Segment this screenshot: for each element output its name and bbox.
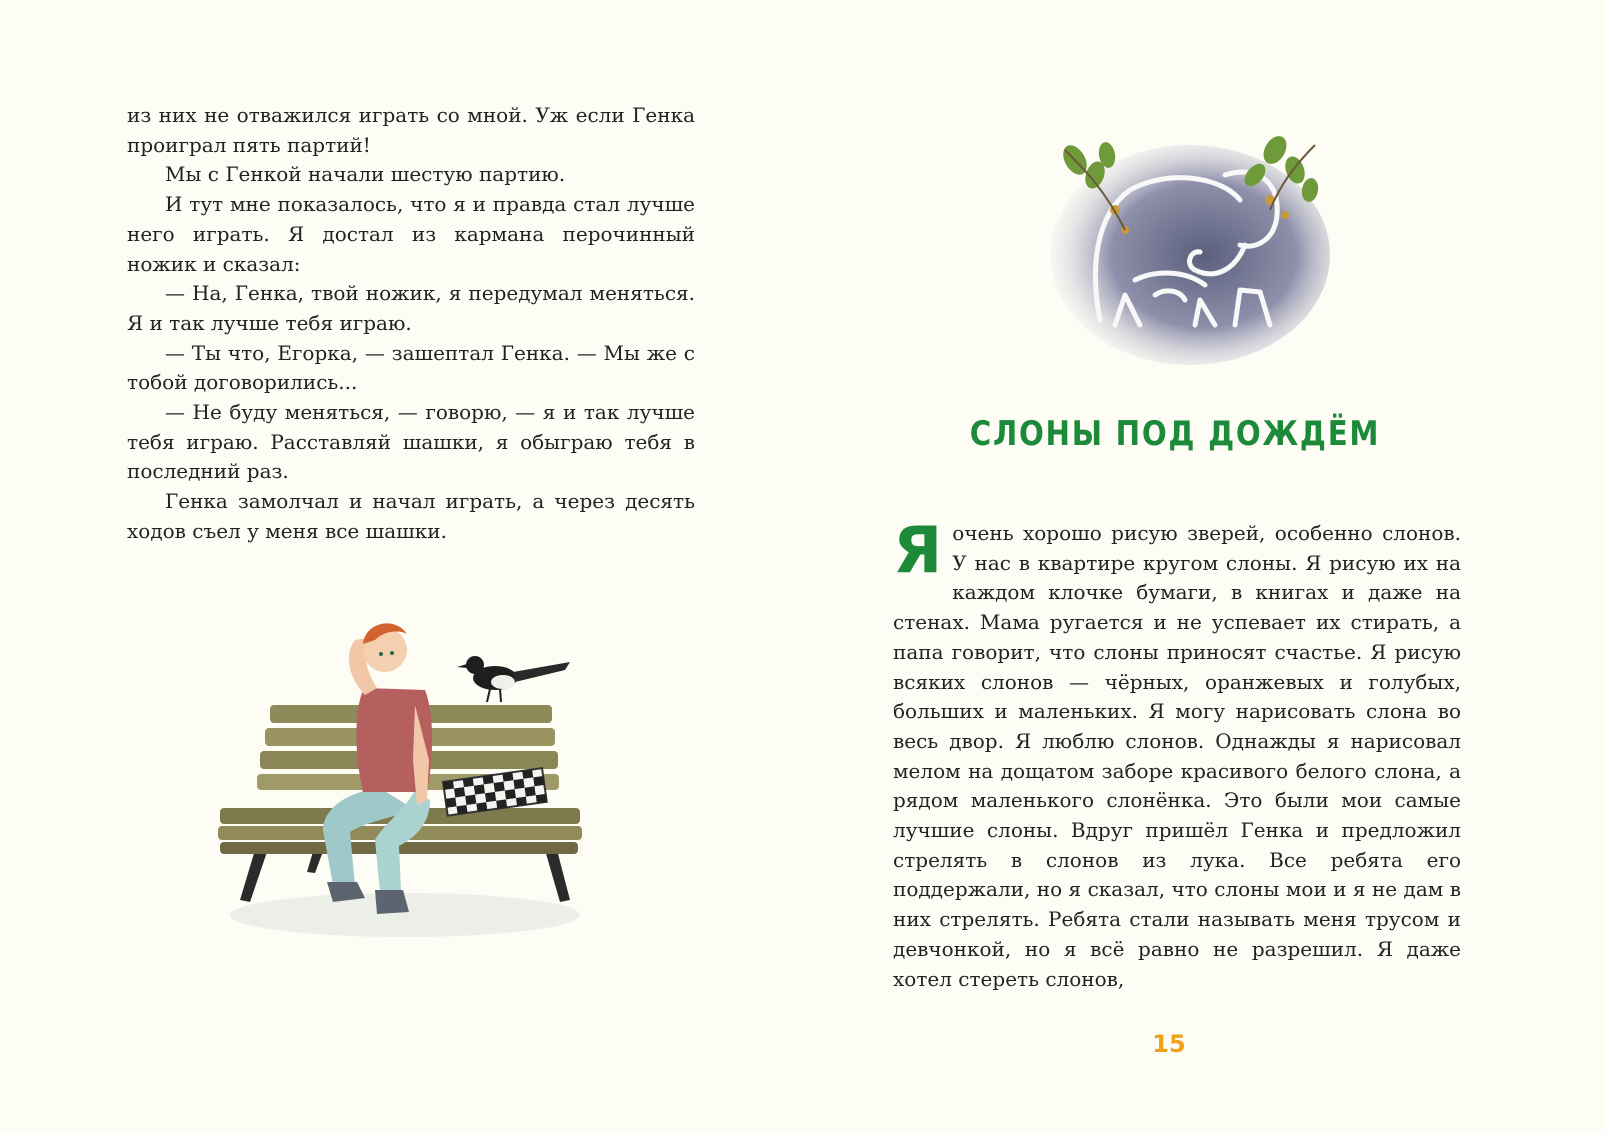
paragraph [893,514,1461,994]
dropcap: Я [893,514,943,588]
boy-on-bench-illustration [215,610,605,950]
right-page [803,0,1606,1134]
paragraph: Генка замолчал и начал играть, а через десять ходов съел у меня все шашки. [127,489,695,543]
elephant-watercolor-illustration [1045,120,1330,370]
left-page [0,0,800,1134]
paragraph: — На, Генка, твой ножик, я передумал меняться. Я и так лучше тебя играю. [127,281,695,335]
right-page-text [893,514,1461,994]
paragraph: — Ты что, Егорка, — зашептал Генка. — Мы же с тобой договорились... [127,340,695,395]
paragraph: И тут мне показалось, что я и правда стал лучше него играть. Я достал из кармана перочинный ножик и сказал: [127,192,695,276]
left-page-text [127,101,695,547]
paragraph-body: очень хорошо рисую зверей, особенно слонов. У нас в квартире кругом слоны. Я рисую их на каждом клочке бумаги, в книгах и даже на стенах. Мама ругается и не успевает их стирать, а папа говорит, что слоны приносят счастье. Я рисую всяких слонов — чёрных, оранжевых и голубых, больших и маленьких. Я могу нарисовать слона во весь двор. Я люблю слонов. Однажды я нарисовал мелом на дощатом заборе красивого белого слона, а рядом маленького слонёнка. Это были мои самые лучшие слоны. Вдруг пришёл Генка и предложил стрелять в слонов из лука. Все ребята его поддержали, но я сказал, что слоны мои и я не дам в них стрелять. Ребята стали называть меня трусом и девчонкой, но я всё равно не разрешил. Я даже хотел стереть слонов, [893,521,1461,991]
paragraph: из них не отважился играть со мной. Уж если Генка проиграл пять партий! [127,103,695,157]
page-number: 15 [1152,1030,1186,1058]
paragraph: — Не буду меняться, — говорю, — я и так лучше тебя играю. Расставляй шашки, я обыграю тебя в последний раз. [127,400,695,484]
paragraph: Мы с Генкой начали шестую партию. [165,162,566,187]
chapter-title: СЛОНЫ ПОД ДОЖДЁМ [969,414,1381,454]
